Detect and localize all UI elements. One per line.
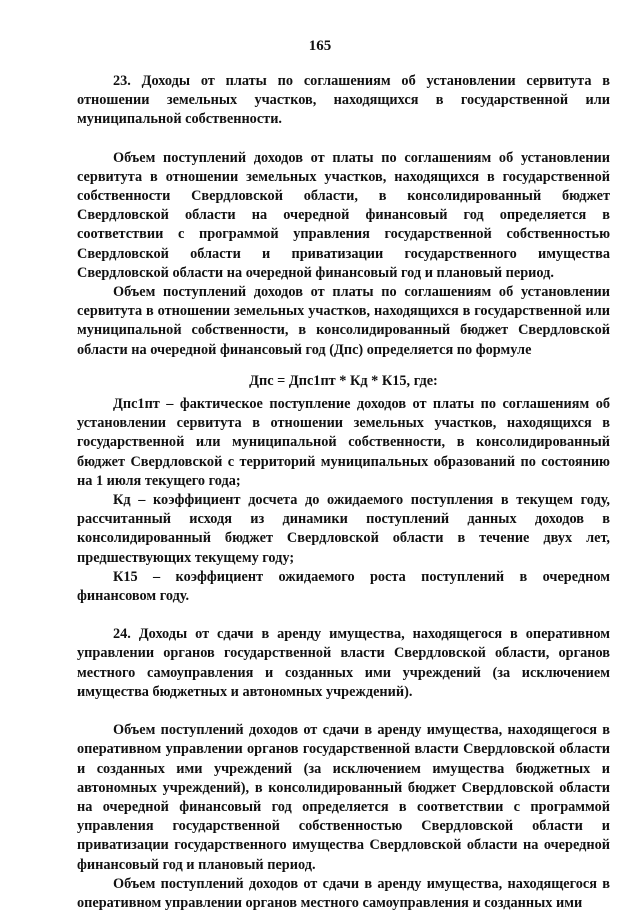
section-24-paragraph-1: Объем поступлений доходов от сдачи в аренду имущества, находящегося в оперативном управлении органов государственной власти Свердловской области и созданных ими учреждений (за исключением имущества бюджетных и автономных учреждений), в консолидированный бюджет Свердловской области на очередной финансовый год определяется в соответствии с программой управления государственной собственностью Свердловской области и приватизации государственного имущества Свердловской области на очередной финансовый год и плановый период. (77, 722, 610, 873)
section-24-paragraph-2: Объем поступлений доходов от сдачи в аренду имущества, находящегося в оперативном управлении органов местного самоуправления и созданных ими (77, 875, 610, 911)
formula: Дпс = Дпс1пт * Кд * К15, где: (249, 372, 438, 389)
section-23-paragraph-2: Объем поступлений доходов от платы по соглашениям об установлении сервитута в отношении земельных участков, находящихся в государственной или муниципальной собственности, в консолидированный бюджет Свердловской области на очередной финансовый год (Дпс) определяется по формуле (77, 284, 610, 358)
section-23-paragraph-1: Объем поступлений доходов от платы по соглашениям об установлении сервитута в отношении земельных участков, находящихся в государственной собственности Свердловской области, в консолидированный бюджет Свердловской области на очередной финансовый год определяется в соответствии с программой управления государственной собственностью Свердловской области и приватизации государственного имущества Свердловской области на очередной финансовый год и плановый период. (77, 149, 610, 281)
document-body (77, 72, 610, 913)
definition-k15: К15 – коэффициент ожидаемого роста поступлений в очередном финансовом году. (77, 568, 610, 605)
page-number: 165 (308, 38, 332, 54)
section-23-heading: 23. Доходы от платы по соглашениям об установлении сервитута в отношении земельных участков, находящихся в государственной или муниципальной собственности. (77, 73, 610, 128)
section-24-heading: 24. Доходы от сдачи в аренду имущества, находящегося в оперативном управлении органов государственной власти Свердловской области, органов местного самоуправления и созданных ими учреждений (за исключением имущества бюджетных и автономных учреждений). (77, 626, 610, 700)
definition-kd: Кд – коэффициент досчета до ожидаемого поступления в текущем году, рассчитанный исходя из динамики поступлений данных доходов в консолидированный бюджет Свердловской области в течение двух лет, предшествующих текущему году; (77, 492, 610, 566)
definition-dps1pt: Дпс1пт – фактическое поступление доходов от платы по соглашениям об установлении сервитута в отношении земельных участков, находящихся в государственной или муниципальной собственности, в консолидированный бюджет Свердловской с территорий муниципальных образований по состоянию на 1 июля текущего года; (77, 396, 610, 489)
